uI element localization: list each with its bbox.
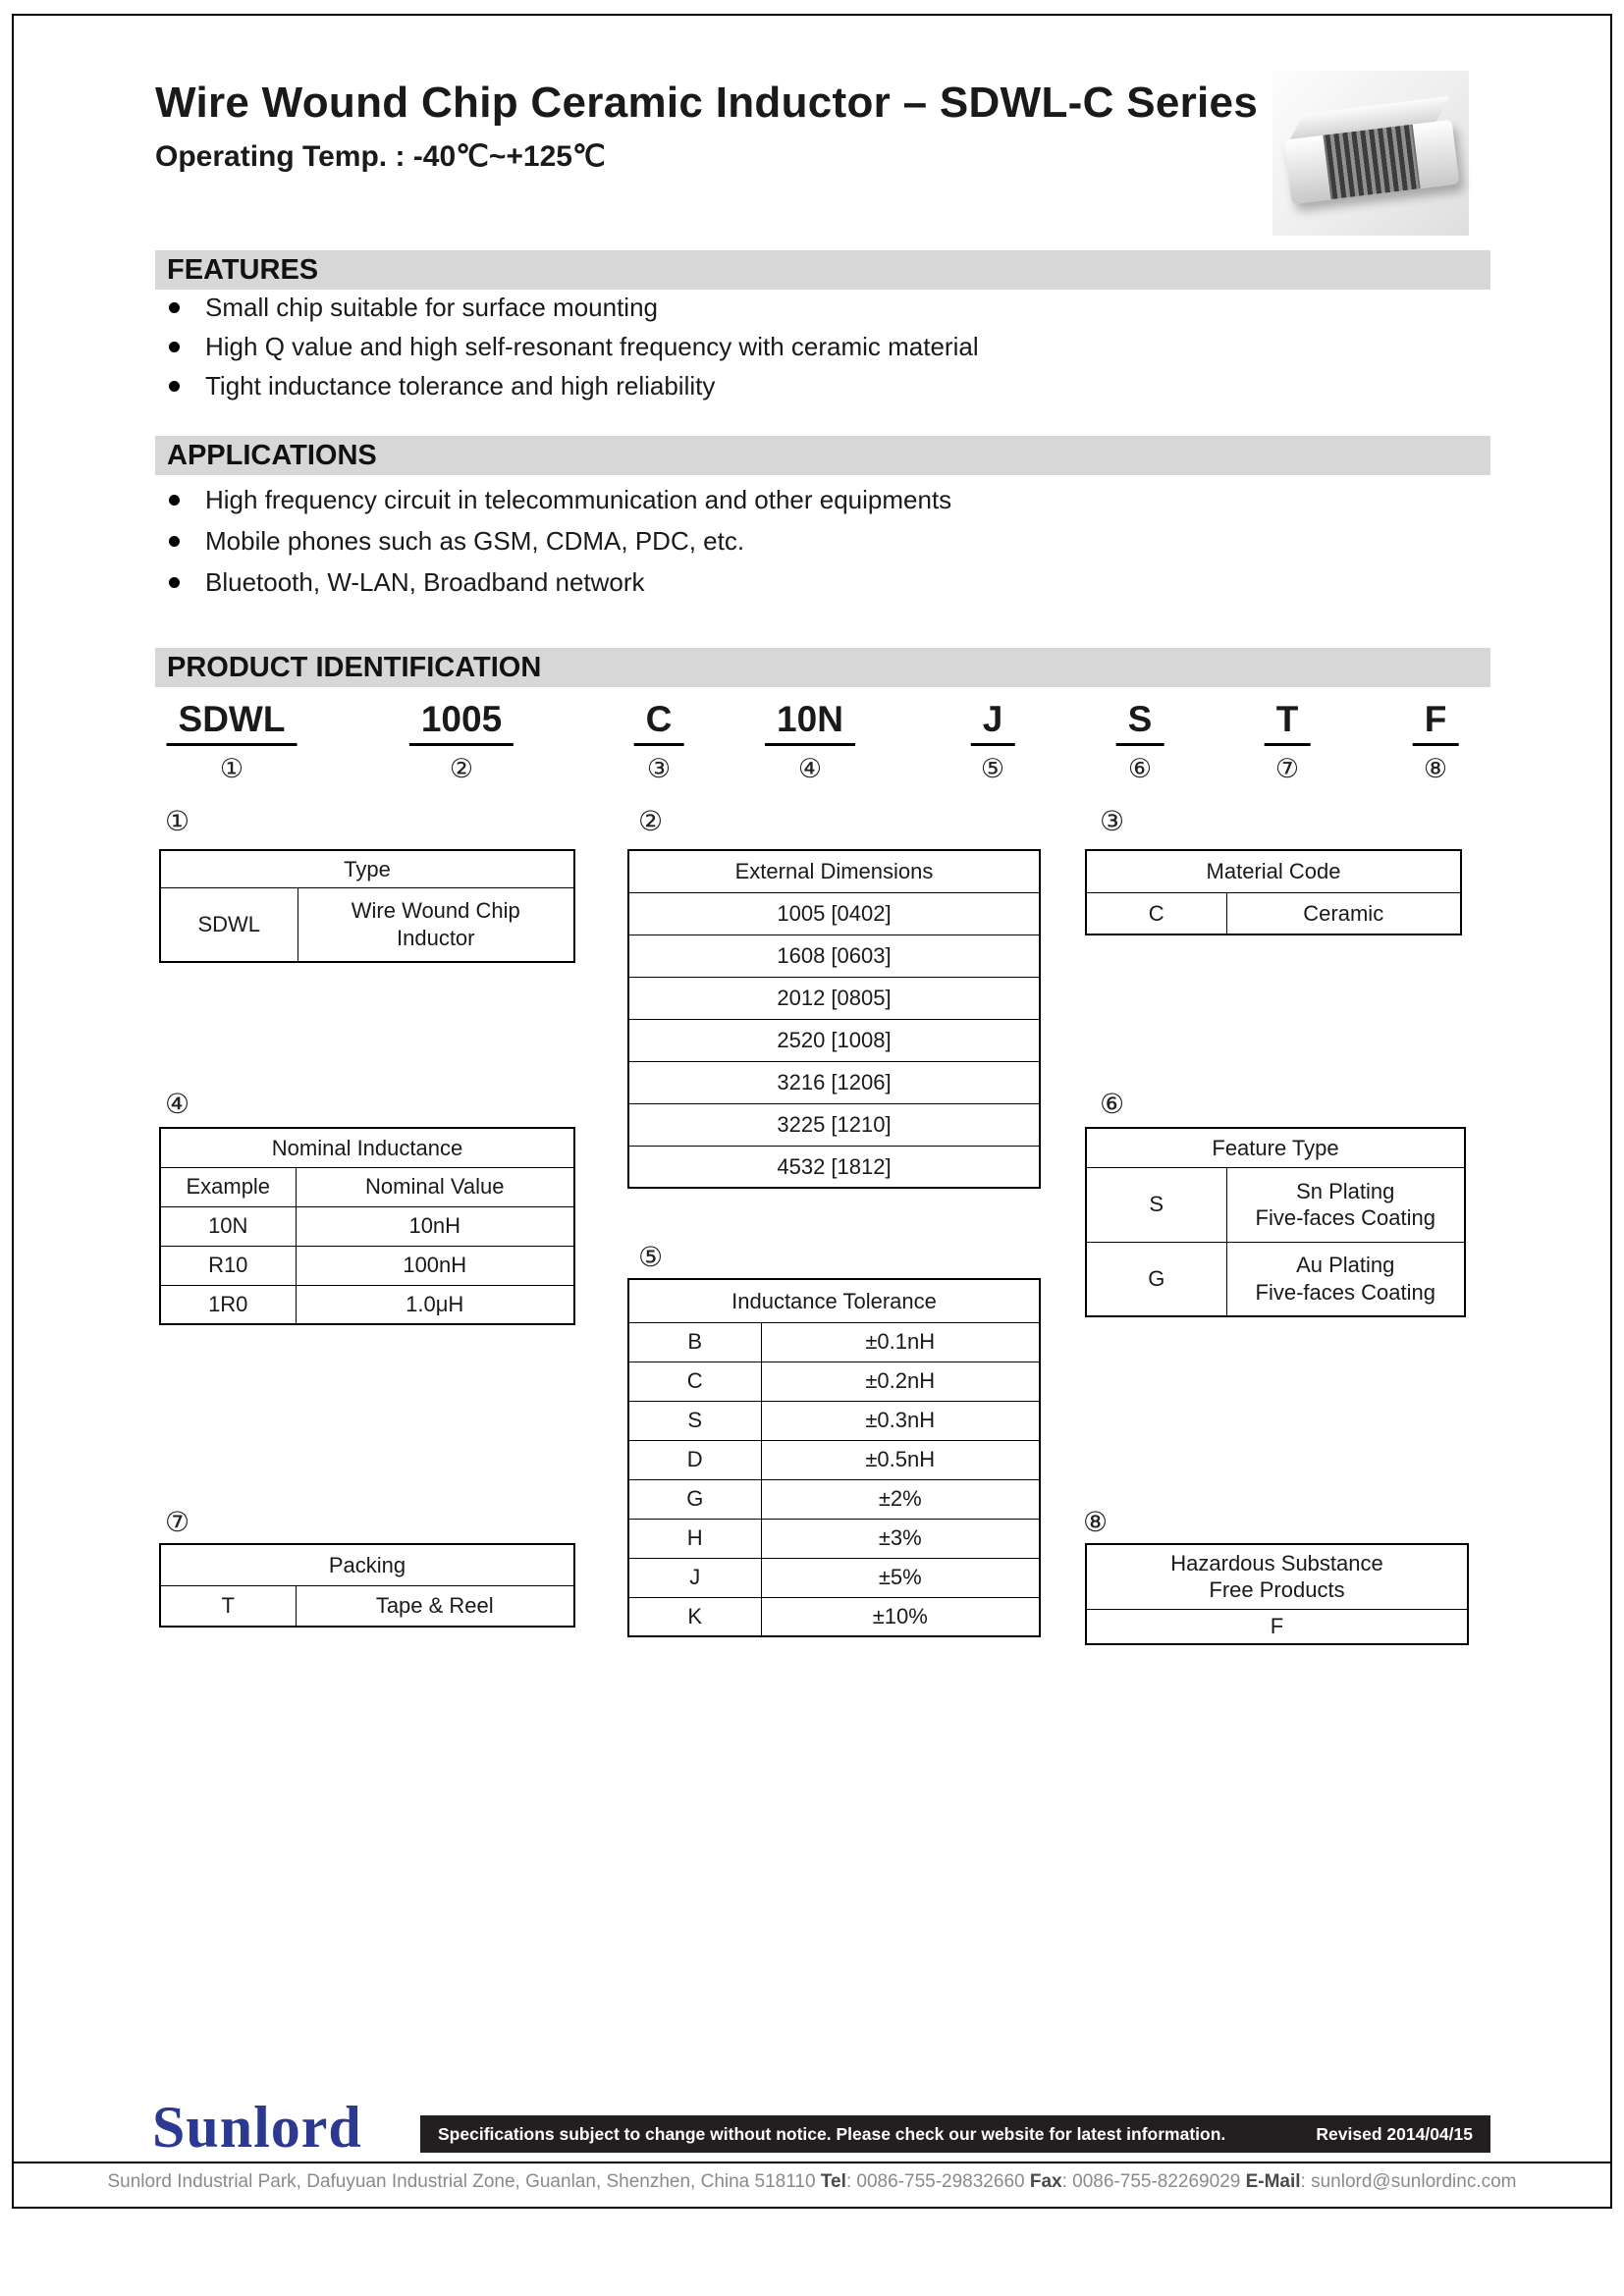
cell: 1608 [0603] xyxy=(628,934,1040,977)
cell: C xyxy=(1086,892,1226,934)
circled-number-5: ⑤ xyxy=(980,754,1005,783)
cell: G xyxy=(628,1479,761,1519)
table-header: Feature Type xyxy=(1086,1128,1465,1167)
type-table xyxy=(159,849,575,963)
cell: 2520 [1008] xyxy=(628,1019,1040,1061)
tel-value: : 0086-755-29832660 xyxy=(845,2171,1030,2192)
cell: ±0.3nH xyxy=(761,1401,1040,1440)
feature-item xyxy=(169,332,979,362)
cell: 2012 [0805] xyxy=(628,977,1040,1019)
table-row xyxy=(628,1146,1040,1188)
table-row xyxy=(628,1401,1040,1440)
table-row xyxy=(1086,892,1461,934)
table-header xyxy=(1086,1544,1468,1609)
table-label-8: ⑧ xyxy=(1083,1507,1109,1537)
cell: K xyxy=(628,1597,761,1636)
table-row xyxy=(160,1206,574,1246)
table-row xyxy=(1086,1167,1465,1242)
code-part-tolerance: J xyxy=(971,699,1015,746)
circled-number-3: ③ xyxy=(646,754,672,783)
cell: S xyxy=(1086,1167,1226,1242)
cell: 100nH xyxy=(296,1246,574,1285)
code-part-packing: T xyxy=(1265,699,1311,746)
table-row xyxy=(628,1322,1040,1362)
cell: ±5% xyxy=(761,1558,1040,1597)
table-row xyxy=(628,1019,1040,1061)
cell: ±0.2nH xyxy=(761,1362,1040,1401)
circled-number-7: ⑦ xyxy=(1274,754,1300,783)
cell: Ceramic xyxy=(1226,892,1461,934)
application-item-label: Mobile phones such as GSM, CDMA, PDC, etc. xyxy=(205,526,745,556)
feature-item xyxy=(169,293,658,323)
notice-text: Specifications subject to change without notice. Please check our website for latest information. xyxy=(438,2123,1226,2144)
cell: H xyxy=(628,1519,761,1558)
table-row xyxy=(160,1585,574,1627)
circled-number-4: ④ xyxy=(797,754,823,783)
table-row xyxy=(160,1246,574,1285)
footer-address xyxy=(12,2171,1612,2193)
circled-number-2: ② xyxy=(449,754,474,783)
fax-value: : 0086-755-82269029 xyxy=(1061,2171,1246,2192)
cell: D xyxy=(628,1440,761,1479)
email-label: E-Mail xyxy=(1245,2171,1301,2192)
table-header: Type xyxy=(160,850,574,887)
table-label-6: ⑥ xyxy=(1100,1089,1125,1119)
applications-heading: APPLICATIONS xyxy=(155,436,1490,475)
cell: 3225 [1210] xyxy=(628,1103,1040,1146)
cell: R10 xyxy=(160,1246,296,1285)
nominal-inductance-table xyxy=(159,1127,575,1325)
cell: 1.0μH xyxy=(296,1285,574,1324)
cell: 10N xyxy=(160,1206,296,1246)
table-label-5: ⑤ xyxy=(638,1242,664,1272)
header-line: Hazardous Substance xyxy=(1170,1550,1383,1575)
feature-item-label: High Q value and high self-resonant frequency with ceramic material xyxy=(205,332,979,361)
table-row xyxy=(628,1061,1040,1103)
table-row xyxy=(628,1519,1040,1558)
feature-item-label: Tight inductance tolerance and high reliability xyxy=(205,371,716,400)
table-row xyxy=(160,1285,574,1324)
application-item-label: High frequency circuit in telecommunication and other equipments xyxy=(205,485,952,514)
cell xyxy=(1226,1167,1465,1242)
table-label-1: ① xyxy=(165,806,190,836)
cell: ±2% xyxy=(761,1479,1040,1519)
operating-temp: Operating Temp. : -40℃~+125℃ xyxy=(155,140,606,173)
cell: J xyxy=(628,1558,761,1597)
cell: T xyxy=(160,1585,296,1627)
table-row xyxy=(628,892,1040,934)
code-part-inductance: 10N xyxy=(765,699,855,746)
chip-illustration xyxy=(1281,96,1460,210)
bullet-icon xyxy=(169,577,180,588)
table-header: Packing xyxy=(160,1544,574,1585)
table-row xyxy=(1086,1609,1468,1644)
cell: 10nH xyxy=(296,1206,574,1246)
material-code-table xyxy=(1085,849,1462,935)
table-row xyxy=(628,977,1040,1019)
table-row xyxy=(628,934,1040,977)
bullet-icon xyxy=(169,342,180,352)
cell: F xyxy=(1086,1609,1468,1644)
column-header: Example xyxy=(160,1167,296,1206)
inductance-tolerance-table xyxy=(627,1278,1041,1637)
table-label-2: ② xyxy=(638,806,664,836)
application-item-label: Bluetooth, W-LAN, Broadband network xyxy=(205,567,645,597)
code-part-feature: S xyxy=(1116,699,1164,746)
feature-type-table xyxy=(1085,1127,1466,1317)
chip-photo xyxy=(1272,71,1469,236)
cell: S xyxy=(628,1401,761,1440)
cell: 3216 [1206] xyxy=(628,1061,1040,1103)
header-line: Free Products xyxy=(1209,1577,1345,1603)
page-title: Wire Wound Chip Ceramic Inductor – SDWL-C Series xyxy=(155,79,1259,127)
table-row xyxy=(628,1558,1040,1597)
chip-terminal-right xyxy=(1413,120,1460,188)
revised-date: Revised 2014/04/15 xyxy=(1316,2123,1473,2144)
bullet-icon xyxy=(169,536,180,547)
application-item xyxy=(169,526,744,557)
cell: ±10% xyxy=(761,1597,1040,1636)
notice-bar xyxy=(420,2115,1490,2153)
cell xyxy=(1226,1242,1465,1316)
table-row xyxy=(628,1479,1040,1519)
cell-line: Au Plating xyxy=(1296,1253,1395,1278)
cell: 1R0 xyxy=(160,1285,296,1324)
code-part-hazard: F xyxy=(1413,699,1459,746)
feature-item xyxy=(169,371,715,401)
bullet-icon xyxy=(169,302,180,313)
cell: ±0.1nH xyxy=(761,1322,1040,1362)
table-header: External Dimensions xyxy=(628,850,1040,892)
address-text: Sunlord Industrial Park, Dafuyuan Industrial Zone, Guanlan, Shenzhen, China 518110 xyxy=(107,2171,821,2192)
cell: ±0.5nH xyxy=(761,1440,1040,1479)
code-part-material: C xyxy=(634,699,684,746)
circled-number-6: ⑥ xyxy=(1127,754,1153,783)
tel-label: Tel xyxy=(820,2171,846,2192)
table-row xyxy=(1086,1242,1465,1316)
table-row xyxy=(628,1597,1040,1636)
table-header: Material Code xyxy=(1086,850,1461,892)
code-part-dimension: 1005 xyxy=(409,699,514,746)
cell: 1005 [0402] xyxy=(628,892,1040,934)
cell: G xyxy=(1086,1242,1226,1316)
table-row xyxy=(628,1362,1040,1401)
cell-line: Sn Plating xyxy=(1296,1178,1395,1203)
cell xyxy=(298,887,574,962)
feature-item-label: Small chip suitable for surface mounting xyxy=(205,293,659,322)
cell-line: Five-faces Coating xyxy=(1255,1279,1435,1305)
product-identification-heading: PRODUCT IDENTIFICATION xyxy=(155,648,1490,687)
cell: ±3% xyxy=(761,1519,1040,1558)
circled-number-1: ① xyxy=(219,754,244,783)
table-row xyxy=(628,1103,1040,1146)
sunlord-logo: Sunlord xyxy=(152,2095,362,2160)
application-item xyxy=(169,485,951,515)
column-header: Nominal Value xyxy=(296,1167,574,1206)
external-dimensions-table xyxy=(627,849,1041,1189)
footer-divider xyxy=(12,2162,1612,2163)
cell: B xyxy=(628,1322,761,1362)
table-label-7: ⑦ xyxy=(165,1507,190,1537)
email-value: : sunlord@sunlordinc.com xyxy=(1300,2171,1517,2192)
fax-label: Fax xyxy=(1029,2171,1062,2192)
cell-line: Inductor xyxy=(397,925,475,950)
cell: 4532 [1812] xyxy=(628,1146,1040,1188)
chip-coil xyxy=(1323,125,1420,200)
table-row xyxy=(628,1440,1040,1479)
bullet-icon xyxy=(169,495,180,506)
application-item xyxy=(169,567,645,598)
table-row xyxy=(160,1167,574,1206)
features-heading: FEATURES xyxy=(155,250,1490,290)
table-header: Nominal Inductance xyxy=(160,1128,574,1167)
packing-table xyxy=(159,1543,575,1628)
cell: Tape & Reel xyxy=(296,1585,574,1627)
table-header: Inductance Tolerance xyxy=(628,1279,1040,1322)
table-label-3: ③ xyxy=(1100,806,1125,836)
cell: C xyxy=(628,1362,761,1401)
cell: SDWL xyxy=(160,887,298,962)
circled-number-8: ⑧ xyxy=(1423,754,1448,783)
cell-line: Wire Wound Chip xyxy=(351,898,520,924)
bullet-icon xyxy=(169,381,180,392)
hazardous-substance-table xyxy=(1085,1543,1469,1645)
table-row xyxy=(160,887,574,962)
code-part-type: SDWL xyxy=(167,699,298,746)
table-label-4: ④ xyxy=(165,1089,190,1119)
cell-line: Five-faces Coating xyxy=(1255,1205,1435,1230)
